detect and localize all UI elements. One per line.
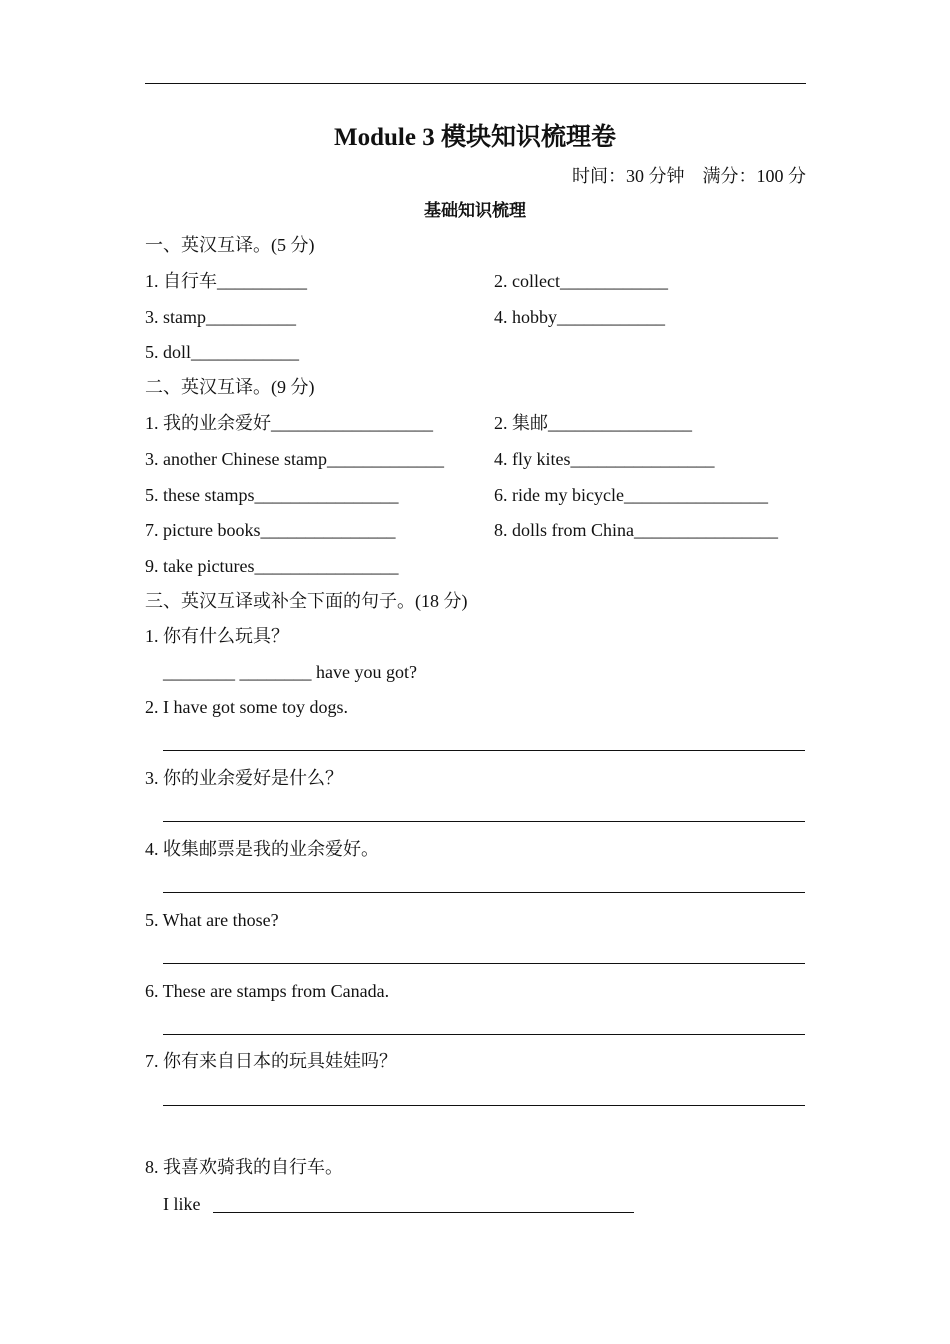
section3-question-1: 1. 你有什么玩具？ xyxy=(145,626,289,646)
section3-heading: 三、英汉互译或补全下面的句子。(18 分) xyxy=(145,591,468,611)
section1-item-4: 4. hobby____________ xyxy=(494,307,665,327)
section3-question-8: 8. 我喜欢骑我的自行车。 xyxy=(145,1157,343,1177)
section3-question-5: 5. What are those? xyxy=(145,910,279,930)
section1-item-5: 5. doll____________ xyxy=(145,342,300,362)
exam-meta: 时间：30 分钟 满分：100 分 xyxy=(572,166,806,186)
header-rule xyxy=(145,83,806,84)
section1-item-2: 2. collect____________ xyxy=(494,271,668,291)
section1-item-3: 3. stamp__________ xyxy=(145,307,296,327)
section2-item-6: 6. ride my bicycle________________ xyxy=(494,485,768,505)
section2-item-5: 5. these stamps________________ xyxy=(145,485,399,505)
section-subtitle: 基础知识梳理 xyxy=(424,201,526,220)
page-title: Module 3 模块知识梳理卷 xyxy=(334,124,616,151)
section3-question-7: 7. 你有来自日本的玩具娃娃吗？ xyxy=(145,1051,397,1071)
section3-question-4: 4. 收集邮票是我的业余爱好。 xyxy=(145,839,379,859)
answer-line-2 xyxy=(163,750,805,751)
section3-question-1-answer: ________ ________ have you got? xyxy=(163,662,417,682)
answer-line-3 xyxy=(163,821,805,822)
answer-line-7 xyxy=(163,1105,805,1106)
section2-heading: 二、英汉互译。(9 分) xyxy=(145,377,315,397)
answer-line-8 xyxy=(213,1212,634,1213)
section2-item-7: 7. picture books_______________ xyxy=(145,520,396,540)
section3-question-8-prefix: I like xyxy=(163,1194,201,1214)
section2-item-1: 1. 我的业余爱好__________________ xyxy=(145,413,433,433)
section1-heading: 一、英汉互译。(5 分) xyxy=(145,235,315,255)
section1-item-1: 1. 自行车__________ xyxy=(145,271,307,291)
section2-item-3: 3. another Chinese stamp_____________ xyxy=(145,449,444,469)
section3-question-2: 2. I have got some toy dogs. xyxy=(145,697,348,717)
answer-line-5 xyxy=(163,963,805,964)
section2-item-8: 8. dolls from China________________ xyxy=(494,520,778,540)
answer-line-6 xyxy=(163,1034,805,1035)
section2-item-9: 9. take pictures________________ xyxy=(145,556,399,576)
section2-item-4: 4. fly kites________________ xyxy=(494,449,715,469)
answer-line-4 xyxy=(163,892,805,893)
section2-item-2: 2. 集邮________________ xyxy=(494,413,692,433)
section3-question-6: 6. These are stamps from Canada. xyxy=(145,981,390,1001)
section3-question-3: 3. 你的业余爱好是什么？ xyxy=(145,768,343,788)
